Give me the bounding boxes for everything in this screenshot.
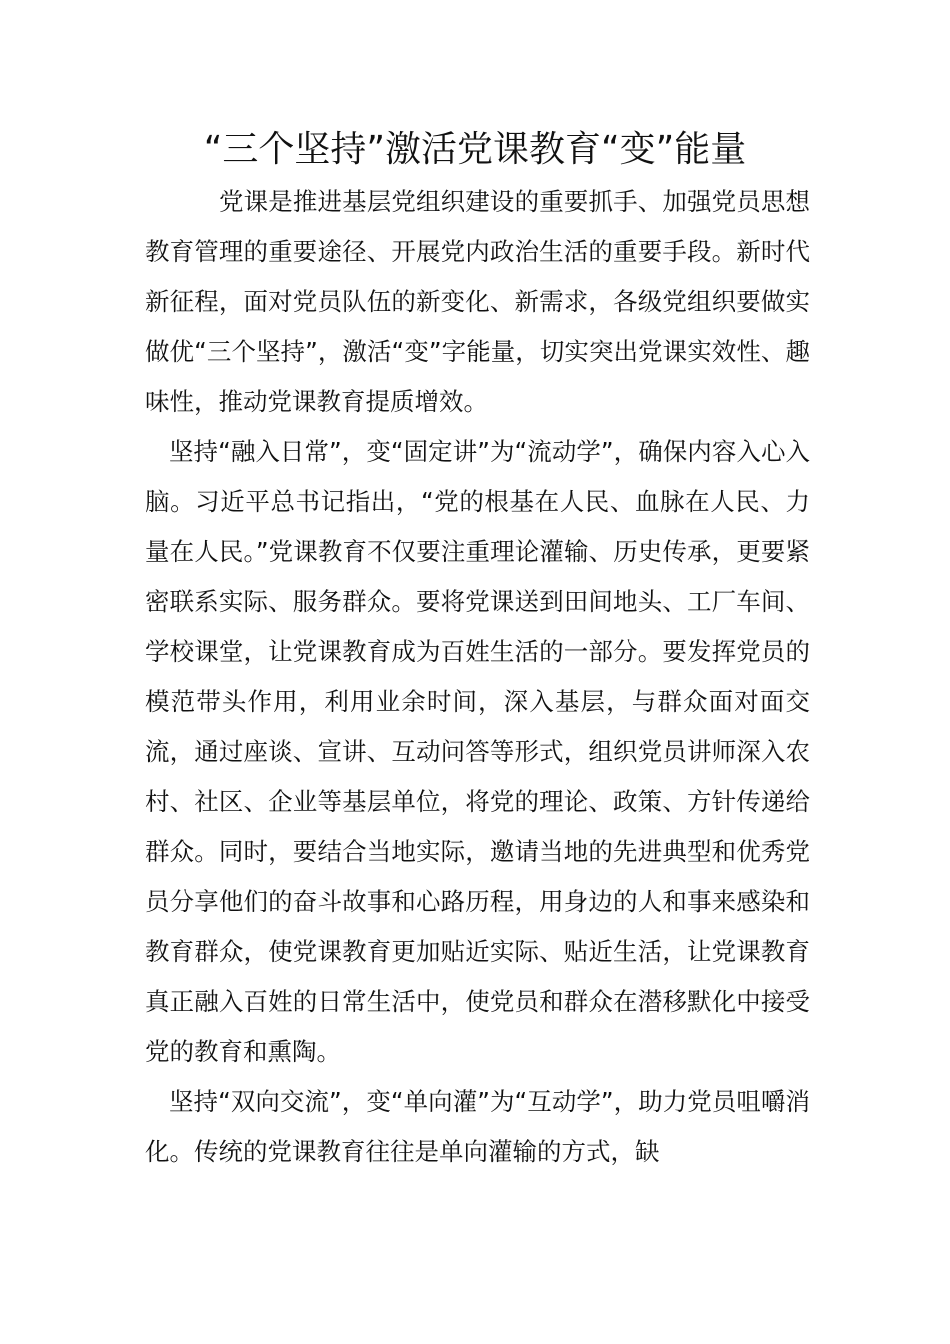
document-body — [145, 177, 810, 1177]
paragraph-intro: 党课是推进基层党组织建设的重要抓手、加强党员思想教育管理的重要途径、开展党内政治生活的重要手段。新时代新征程，面对党员队伍的新变化、新需求，各级党组织要做实做优“三个坚持”，激活“变”字能量，切实突出党课实效性、趣味性，推动党课教育提质增效。 — [145, 187, 810, 416]
paragraph-two-way-exchange: 坚持“双向交流”，变“单向灌”为“互动学”，助力党员咀嚼消化。传统的党课教育往往是单向灌输的方式，缺 — [145, 1087, 810, 1166]
document-title: “三个坚持”激活党课教育“变”能量 — [203, 129, 747, 170]
paragraph-integrate-daily: 坚持“融入日常”，变“固定讲”为“流动学”，确保内容入心入脑。习近平总书记指出，“党的根基在人民、血脉在人民、力量在人民。”党课教育不仅要注重理论灌输、历史传承，更要紧密联系实际、服务群众。要将党课送到田间地头、工厂车间、学校课堂，让党课教育成为百姓生活的一部分。要发挥党员的模范带头作用，利用业余时间，深入基层，与群众面对面交流，通过座谈、宣讲、互动问答等形式，组织党员讲师深入农村、社区、企业等基层单位，将党的理论、政策、方针传递给群众。同时，要结合当地实际，邀请当地的先进典型和优秀党员分享他们的奋斗故事和心路历程，用身边的人和事来感染和教育群众，使党课教育更加贴近实际、贴近生活，让党课教育真正融入百姓的日常生活中，使党员和群众在潜移默化中接受党的教育和熏陶。 — [145, 437, 810, 1066]
